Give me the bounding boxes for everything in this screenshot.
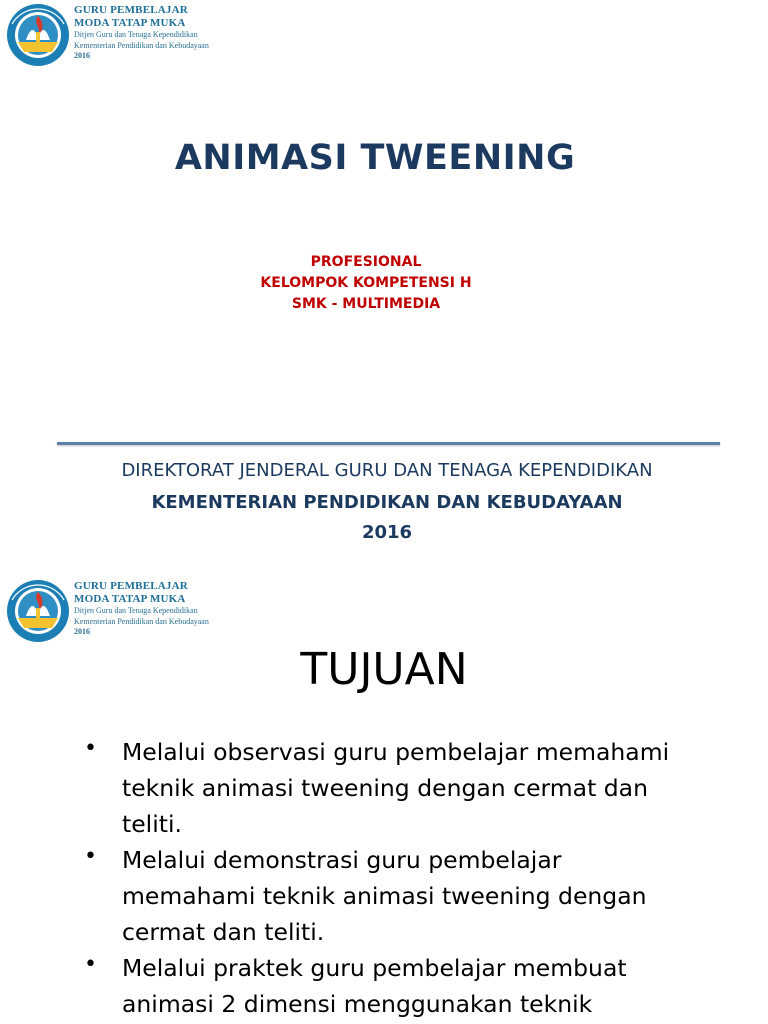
objectives-list	[0, 734, 768, 1022]
logo-program-mode: MODA TATAP MUKA	[74, 593, 186, 605]
bullet-icon: •	[84, 844, 97, 869]
logo-program-name: GURU PEMBELAJAR	[74, 4, 188, 16]
subtitle-line: SMK - MULTIMEDIA	[291, 296, 441, 312]
bullet-icon: •	[84, 952, 97, 977]
ministry-line: KEMENTERIAN PENDIDIKAN DAN KEBUDAYAAN	[151, 492, 623, 513]
logo-directorate: Ditjen Guru dan Tenaga Kependidikan	[74, 606, 198, 615]
logo-program-mode: MODA TATAP MUKA	[74, 17, 186, 29]
logo-year: 2016	[74, 627, 90, 636]
year-line: 2016	[361, 522, 413, 543]
directorate-line: DIREKTORAT JENDERAL GURU DAN TENAGA KEPENDIDIKAN	[121, 460, 653, 481]
divider-rule	[57, 442, 720, 445]
logo-ministry: Kementerian Pendidikan dan Kebudayaan	[74, 616, 209, 626]
subtitle-line: KELOMPOK KOMPETENSI H	[260, 275, 472, 291]
list-item-text: Melalui demonstrasi guru pembelajar memahami teknik animasi tweening dengan cermat dan teliti.	[122, 846, 647, 946]
slide-objectives	[0, 572, 768, 1024]
logo-program-name: GURU PEMBELAJAR	[74, 580, 188, 592]
tut-wuri-handayani-emblem-icon	[4, 578, 72, 644]
program-logo	[4, 578, 209, 644]
list-item-text: Melalui praktek guru pembelajar membuat animasi 2 dimensi menggunakan teknik	[122, 954, 627, 1018]
program-logo	[4, 2, 209, 68]
list-item-text: Melalui observasi guru pembelajar memahami teknik animasi tweening dengan cermat dan teliti.	[122, 738, 670, 838]
list-item	[0, 950, 702, 1022]
subtitle-line: PROFESIONAL	[310, 254, 422, 270]
module-title: ANIMASI TWEENING	[174, 138, 576, 178]
tut-wuri-handayani-emblem-icon	[4, 2, 72, 68]
list-item	[0, 842, 702, 950]
list-item	[0, 734, 702, 842]
logo-year: 2016	[74, 51, 90, 60]
module-subtitle	[0, 252, 732, 315]
objectives-title: TUJUAN	[300, 644, 468, 695]
logo-directorate: Ditjen Guru dan Tenaga Kependidikan	[74, 30, 198, 39]
bullet-icon: •	[84, 736, 97, 761]
logo-ministry: Kementerian Pendidikan dan Kebudayaan	[74, 40, 209, 50]
